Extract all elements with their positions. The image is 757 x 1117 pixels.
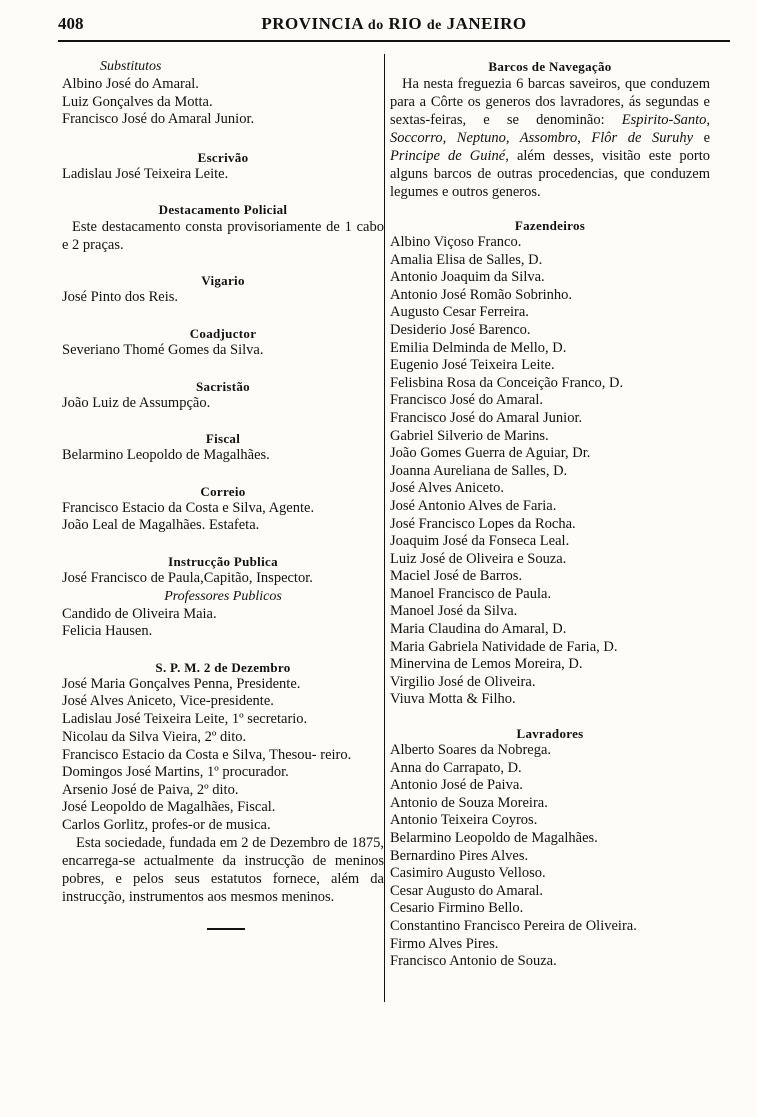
list-item: Albino José do Amaral. — [62, 76, 199, 92]
list-item: Francisco José do Amaral Junior. — [390, 409, 583, 426]
list-item: Francisco Antonio de Souza. — [390, 953, 557, 970]
page-header — [58, 12, 730, 42]
section-heading: Vigario — [201, 273, 245, 289]
list-item: Belarmino Leopoldo de Magalhães. — [62, 447, 270, 464]
fazendeiros-list — [390, 234, 710, 709]
paragraph: Esta sociedade, fundada em 2 de Dezembro de 1875, encarrega-se actualmente da instrucção de meninos pobres, e pelos seus estatutos fornece, além da instrucção, instrumentos aos mesmos meninos. — [62, 835, 384, 906]
list-item: José Francisco de Paula,Capitão, Inspector. — [62, 569, 313, 586]
list-item: José Antonio Alves de Faria. — [390, 497, 557, 514]
list-item: João Leal de Magalhães. Estafeta. — [62, 517, 260, 534]
list-item: Alberto Soares da Nobrega. — [390, 742, 552, 759]
list-item: Nicolau da Silva Vieira, 2º dito. — [62, 728, 247, 745]
list-item: Joaquim José da Fonseca Leal. — [390, 533, 570, 550]
list-item: Francisco José do Amaral. — [390, 392, 544, 409]
paragraph: Este destacamento consta provisoriamente de 1 cabo e 2 praças. — [62, 219, 384, 254]
list-item: João Gomes Guerra de Aguiar, Dr. — [390, 445, 591, 462]
page-number: 408 — [58, 14, 84, 33]
list-item: Firmo Alves Pires. — [390, 935, 499, 952]
list-item: Virgilio José de Oliveira. — [390, 673, 536, 690]
list-item: Antonio José Romão Sobrinho. — [390, 286, 573, 303]
list-item: Belarmino Leopoldo de Magalhães. — [390, 830, 598, 846]
list-item: Domingos José Martins, 1º procurador. — [62, 764, 289, 781]
list-item: Felisbina Rosa da Conceição Franco, D. — [390, 374, 624, 391]
list-item: Francisco Estacio da Costa e Silva, Agente. — [62, 499, 315, 516]
list-item: Viuva Motta & Filho. — [390, 691, 516, 708]
section-heading: Fiscal — [205, 431, 241, 447]
column-divider — [384, 54, 385, 1002]
boat-names: Espirito-Santo, Soccorro, Neptuno, Assombro, Flôr de Suruhy — [390, 112, 711, 146]
section-escrivao — [62, 149, 384, 184]
list-item: Antonio José de Paiva. — [390, 777, 523, 794]
section-heading: Barcos de Navegação — [488, 59, 612, 74]
section-sociedade — [62, 659, 384, 907]
list-item: Francisco José do Amaral Junior. — [62, 111, 255, 128]
right-column — [390, 58, 710, 971]
list-item: Manoel Francisco de Paula. — [390, 585, 552, 602]
list-item: José Alves Aniceto, Vice-presidente. — [62, 693, 274, 710]
list-item: Augusto Cesar Ferreira. — [390, 304, 529, 321]
section-heading: Instrucção Publica — [168, 553, 278, 569]
boat-last: Principe de Guiné — [390, 148, 506, 164]
list-item: Candido de Oliveira Maia. — [62, 605, 217, 622]
list-item: Manoel José da Silva. — [390, 603, 518, 620]
list-item: José Maria Gonçalves Penna, Presidente. — [62, 675, 301, 692]
list-item: Joanna Aureliana de Salles, D. — [390, 462, 568, 479]
list-item: Minervina de Lemos Moreira, D. — [390, 656, 583, 673]
section-coadjuctor — [62, 325, 384, 360]
section-sacristao — [62, 378, 384, 413]
list-item: Ladislau José Teixeira Leite. — [62, 165, 229, 182]
list-item: Anna do Carrapato, D. — [390, 759, 522, 776]
section-barcos — [390, 58, 710, 201]
list-item: Severiano Thomé Gomes da Silva. — [62, 341, 264, 358]
section-heading: Escrivão — [197, 149, 249, 165]
section-fiscal — [62, 430, 384, 465]
section-heading: Lavradores — [516, 726, 584, 742]
subheading: Professores Publicos — [164, 588, 282, 604]
list-item: João Luiz de Assumpção. — [62, 394, 211, 411]
left-column — [62, 58, 384, 930]
section-heading: Destacamento Policial — [158, 202, 288, 218]
list-item: José Alves Aniceto. — [390, 480, 504, 497]
section-lavradores — [390, 725, 710, 971]
section-instruccao — [62, 553, 384, 641]
list-item: Antonio de Souza Moreira. — [390, 794, 548, 811]
list-item: Eugenio José Teixeira Leite. — [390, 357, 555, 374]
list-item: Luiz José de Oliveira e Souza. — [390, 550, 567, 567]
list-item: Cesar Augusto do Amaral. — [390, 882, 544, 899]
list-item: José Pinto dos Reis. — [62, 289, 179, 306]
paragraph: Ha nesta freguezia 6 barcas saveiros, que conduzem para a Côrte os generos dos lavradores, ás segundas e sextas-feiras, e se denominão: Espirito-Santo, Soccorro, Neptuno, Assombro, Flôr de Suruhy e Principe de Guiné, além desses, visitão este porto alguns barcos de outras procedencias, que conduzem legumes e outros generos. — [390, 76, 711, 200]
list-item: Cesario Firmino Bello. — [390, 900, 524, 917]
list-item: Ladislau José Teixeira Leite, 1º secretario. — [62, 710, 308, 727]
list-item: Maria Gabriela Natividade de Faria, D. — [390, 638, 618, 655]
list-item: Arsenio José de Paiva, 2º dito. — [62, 781, 239, 798]
list-item: Luiz Gonçalves da Motta. — [62, 93, 213, 110]
section-correio — [62, 483, 384, 535]
section-heading: S. P. M. 2 de Dezembro — [155, 659, 291, 675]
end-rule — [207, 928, 245, 930]
list-item: Felicia Hausen. — [62, 623, 153, 640]
list-item: Constantino Francisco Pereira de Oliveira. — [390, 917, 637, 934]
list-item: Desiderio José Barenco. — [390, 321, 531, 338]
section-heading: Sacristão — [196, 378, 250, 394]
section-destacamento — [62, 201, 384, 254]
list-item: Gabriel Silverio de Marins. — [390, 427, 549, 444]
list-item: Emilia Delminda de Mello, D. — [390, 339, 567, 356]
list-item: Amalia Elisa de Salles, D. — [390, 251, 543, 268]
list-item: Maria Claudina do Amaral, D. — [390, 621, 567, 638]
section-fazendeiros — [390, 217, 710, 709]
section-heading: Substitutos — [100, 59, 162, 74]
list-item: Bernardino Pires Alves. — [390, 847, 529, 864]
section-heading: Fazendeiros — [514, 218, 586, 233]
list-item: Francisco Estacio da Costa e Silva, Thesou- reiro. — [62, 747, 352, 764]
list-item: Albino Viçoso Franco. — [390, 234, 522, 250]
section-heading: Coadjuctor — [189, 325, 257, 341]
section-substitutos — [62, 58, 384, 129]
list-item: Carlos Gorlitz, profes-or de musica. — [62, 816, 271, 833]
list-item: Antonio Teixeira Coyros. — [390, 812, 538, 829]
list-item: José Leopoldo de Magalhães, Fiscal. — [62, 799, 276, 816]
list-item: Casimiro Augusto Velloso. — [390, 865, 546, 882]
list-item: José Francisco Lopes da Rocha. — [390, 515, 576, 532]
running-title: PROVINCIA do RIO de JANEIRO — [261, 14, 527, 33]
section-heading: Correio — [200, 483, 246, 499]
lavradores-list — [390, 742, 710, 971]
list-item: Maciel José de Barros. — [390, 568, 523, 585]
list-item: Antonio Joaquim da Silva. — [390, 269, 545, 286]
section-vigario — [62, 272, 384, 307]
